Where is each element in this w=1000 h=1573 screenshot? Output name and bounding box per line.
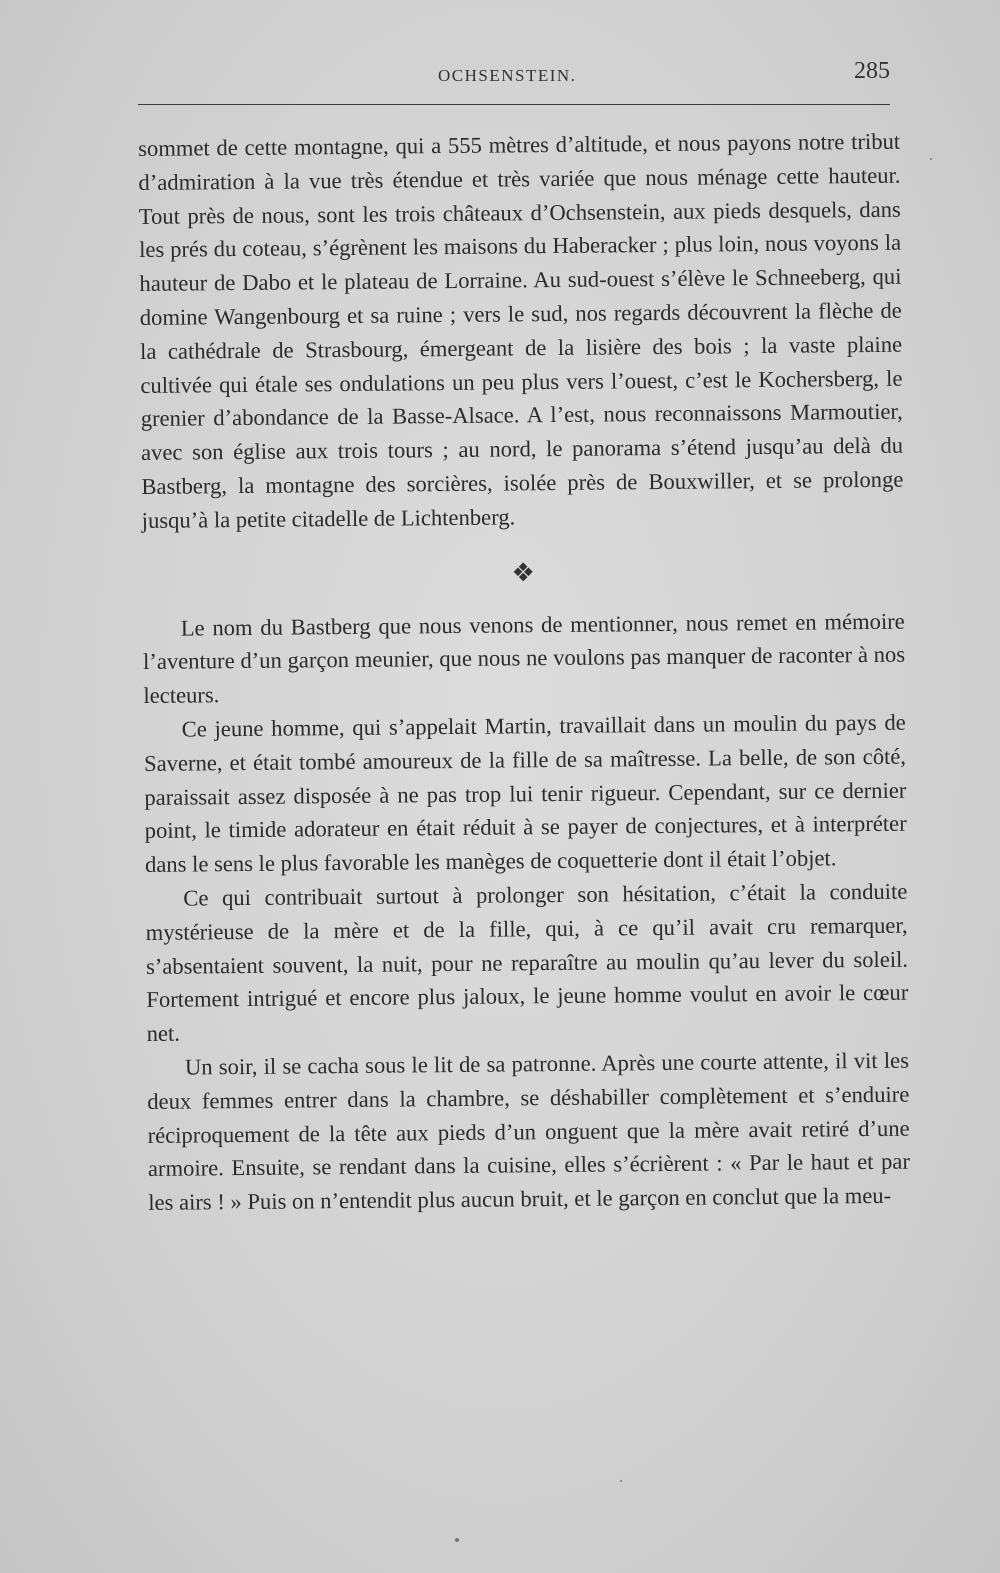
speck <box>620 1480 622 1482</box>
paragraph: Un soir, il se cacha sous le lit de sa patronne. Après une courte attente, il vit les deux femmes entrer dans la chambre, se déshabiller complètement et s’enduire réciproquement de la tête aux pieds d’un onguent que la mère avait retiré d’une armoire. Ensuite, se rendant dans la cuisine, elles s’écrièrent : « Par le haut et par les airs ! » Puis on n’entendit plus aucun bruit, et le garçon en conclut que la meu- <box>147 1047 911 1216</box>
page-header <box>138 52 890 100</box>
section-ornament: ❖ <box>511 557 536 587</box>
paragraph: Ce qui contribuait surtout à prolonger son hésitation, c’était la conduite mystérieuse de la mère et de la fille, qui, à ce qu’il avait cru remarquer, s’absentaient souvent, la nuit, pour ne reparaître au moulin qu’au lever du soleil. Fortement intrigué et encore plus jaloux, le jeune homme voulut en avoir le cœur net. <box>145 878 909 1047</box>
body-text <box>138 125 910 1220</box>
page-number: 285 <box>854 58 890 84</box>
paragraph: Le nom du Bastberg que nous venons de mentionner, nous remet en mémoire l’aventure d’un garçon meunier, que nous ne voulons pas manquer de raconter à nos lecteurs. <box>142 608 906 709</box>
running-title: OCHSENSTEIN. <box>438 66 577 85</box>
speck <box>455 1538 459 1542</box>
paragraph-continued: sommet de cette montagne, qui a 555 mètres d’altitude, et nous payons notre tribut d’admiration à la vue très étendue et très variée que nous ménage cette hauteur. Tout près de nous, sont les trois châteaux d’Ochsenstein, aux pieds desquels, dans les prés du coteau, s’égrènent les maisons du Haberacker ; plus loin, nous voyons la hauteur de Dabo et le plateau de Lorraine. Au sud-ouest s’élève le Schneeberg, qui domine Wangenbourg et sa ruine ; vers le sud, nos regards découvrent la flèche de la cathédrale de Strasbourg, émergeant de la lisière des bois ; la vaste plaine cultivée qui étale ses ondulations un peu plus vers l’ouest, c’est le Kochersberg, le grenier d’abondance de la Basse-Alsace. A l’est, nous reconnaissons Marmoutier, avec son église aux trois tours ; au nord, le panorama s’étend jusqu’au delà du Bastberg, la montagne des sorcières, isolée près de Bouxwiller, et se prolonge jusqu’à la petite citadelle de Lichtenberg. <box>138 128 904 533</box>
paragraph: Ce jeune homme, qui s’appelait Martin, travaillait dans un moulin du pays de Saverne, et était tombé amoureux de la fille de sa maîtresse. La belle, de son côté, paraissait assez disposée à ne pas trop lui tenir rigueur. Cependant, sur ce dernier point, le timide adorateur en était réduit à se payer de conjectures, et à interpréter dans le sens le plus favorable les manèges de coquetterie dont il était l’objet. <box>143 709 907 878</box>
header-rule <box>138 104 890 105</box>
speck <box>930 158 932 160</box>
